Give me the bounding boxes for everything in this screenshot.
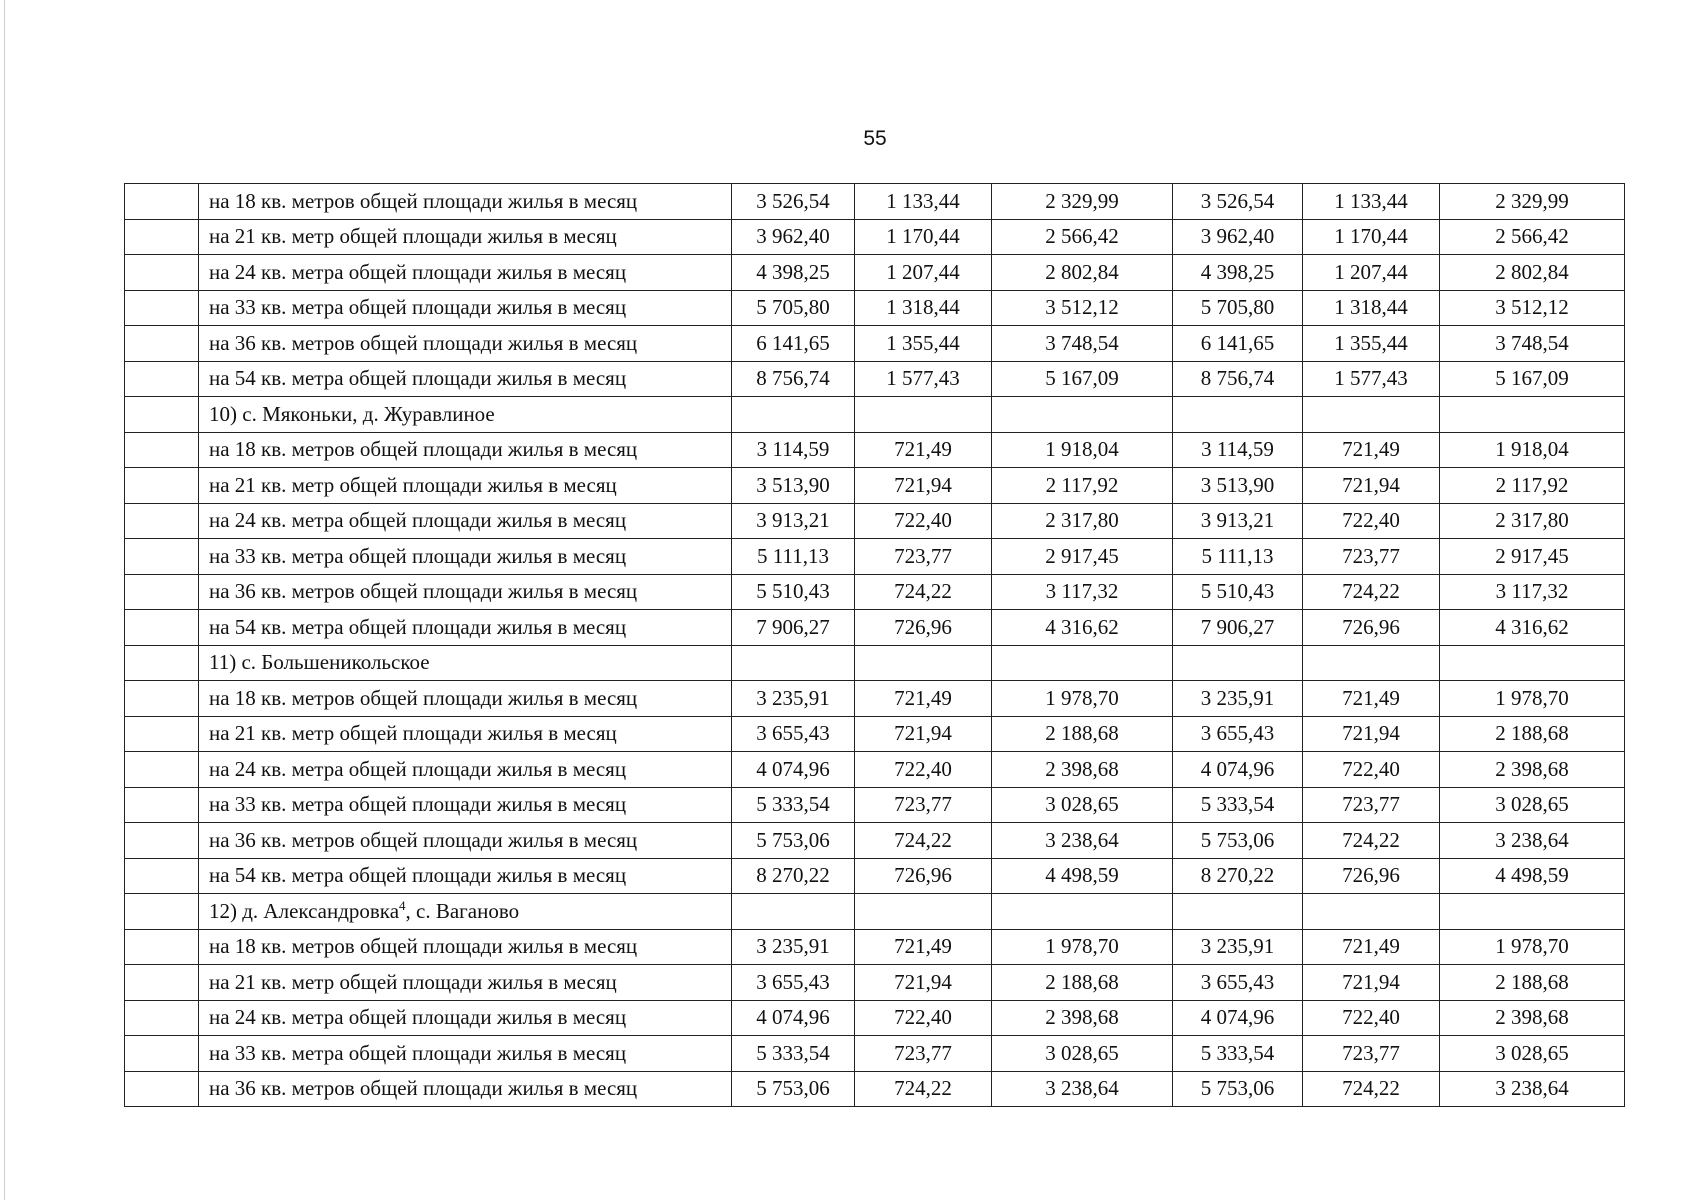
value-cell: 2 398,68 [992,1000,1173,1036]
value-cell: 5 753,06 [732,1071,855,1107]
value-cell [1173,894,1303,930]
value-cell: 1 170,44 [855,219,992,255]
row-number-cell [125,1036,199,1072]
value-cell: 4 498,59 [992,858,1173,894]
row-number-cell [125,255,199,291]
norm-name: на 21 кв. метр общей площади жилья в месяц [209,224,617,249]
norm-name: на 36 кв. метров общей площади жилья в месяц [209,827,638,852]
value-cell: 5 167,09 [992,361,1173,397]
value-cell [1303,397,1440,433]
norm-name: на 21 кв. метр общей площади жилья в месяц [209,969,617,994]
value-cell: 1 918,04 [1440,432,1625,468]
table-row [125,503,1625,539]
value-cell: 723,77 [855,787,992,823]
norm-name: на 36 кв. метров общей площади жилья в месяц [209,1076,638,1101]
value-cell: 5 111,13 [732,539,855,575]
row-number-cell [125,716,199,752]
row-number-cell [125,326,199,362]
value-cell: 3 235,91 [1173,681,1303,717]
settlement-name: 12) д. Александровка [209,898,400,923]
norm-name-cell [199,965,732,1001]
value-cell: 1 355,44 [1303,326,1440,362]
value-cell: 3 117,32 [992,574,1173,610]
value-cell: 2 329,99 [1440,184,1625,220]
value-cell: 2 917,45 [992,539,1173,575]
norm-name: на 36 кв. метров общей площади жилья в месяц [209,330,638,355]
value-cell: 8 270,22 [732,858,855,894]
value-cell: 721,94 [855,716,992,752]
row-number-cell [125,610,199,646]
norm-name: на 24 кв. метра общей площади жилья в месяц [209,756,627,781]
value-cell: 5 167,09 [1440,361,1625,397]
value-cell: 724,22 [1303,1071,1440,1107]
norm-name-cell [199,290,732,326]
value-cell [1440,397,1625,433]
value-cell: 4 316,62 [992,610,1173,646]
table-row [125,539,1625,575]
norm-name-cell [199,681,732,717]
value-cell [732,894,855,930]
value-cell: 1 318,44 [855,290,992,326]
value-cell [1440,645,1625,681]
value-cell: 3 235,91 [1173,929,1303,965]
value-cell: 3 655,43 [732,965,855,1001]
value-cell: 722,40 [1303,503,1440,539]
value-cell: 2 917,45 [1440,539,1625,575]
value-cell [1173,645,1303,681]
row-number-cell [125,681,199,717]
value-cell: 4 074,96 [732,1000,855,1036]
value-cell: 6 141,65 [732,326,855,362]
norm-name: на 18 кв. метров общей площади жилья в месяц [209,685,638,710]
table-row [125,681,1625,717]
value-cell: 721,49 [855,432,992,468]
value-cell: 3 526,54 [1173,184,1303,220]
tariff-table [124,183,1625,1107]
value-cell: 3 513,90 [1173,468,1303,504]
value-cell: 724,22 [855,574,992,610]
value-cell: 726,96 [1303,858,1440,894]
value-cell: 2 117,92 [992,468,1173,504]
tariff-table-body [125,184,1625,1107]
value-cell: 4 398,25 [1173,255,1303,291]
value-cell: 3 748,54 [992,326,1173,362]
value-cell: 2 188,68 [1440,965,1625,1001]
norm-name-cell [199,716,732,752]
value-cell: 1 978,70 [992,681,1173,717]
norm-name-cell [199,1071,732,1107]
value-cell: 1 918,04 [992,432,1173,468]
norm-name-cell [199,326,732,362]
value-cell: 3 962,40 [732,219,855,255]
settlement-name: 11) с. Большеникольское [209,650,430,675]
value-cell: 1 133,44 [1303,184,1440,220]
value-cell: 3 238,64 [992,823,1173,859]
table-row [125,219,1625,255]
norm-name-cell [199,752,732,788]
value-cell: 7 906,27 [1173,610,1303,646]
value-cell: 3 028,65 [1440,787,1625,823]
settlement-name: 10) с. Мяконьки, д. Журавлиное [209,401,495,426]
section-row [125,894,1625,930]
value-cell: 8 270,22 [1173,858,1303,894]
value-cell: 4 074,96 [1173,1000,1303,1036]
value-cell: 722,40 [855,1000,992,1036]
row-number-cell [125,858,199,894]
value-cell: 1 978,70 [992,929,1173,965]
value-cell: 3 238,64 [1440,823,1625,859]
value-cell: 724,22 [855,823,992,859]
norm-name-cell [199,361,732,397]
value-cell: 1 978,70 [1440,681,1625,717]
table-row [125,716,1625,752]
value-cell: 1 355,44 [855,326,992,362]
value-cell [1440,894,1625,930]
table-row [125,468,1625,504]
value-cell: 2 398,68 [1440,1000,1625,1036]
value-cell: 5 753,06 [732,823,855,859]
footnote-marker: 4 [399,897,406,913]
norm-name-cell [199,610,732,646]
value-cell: 724,22 [1303,574,1440,610]
value-cell: 721,49 [855,681,992,717]
table-row [125,1036,1625,1072]
value-cell: 5 333,54 [1173,787,1303,823]
norm-name: на 33 кв. метра общей площади жилья в месяц [209,543,627,568]
table-row [125,610,1625,646]
value-cell: 2 398,68 [992,752,1173,788]
value-cell: 721,94 [1303,965,1440,1001]
value-cell: 1 577,43 [1303,361,1440,397]
value-cell [992,894,1173,930]
table-row [125,326,1625,362]
value-cell: 4 398,25 [732,255,855,291]
norm-name-cell [199,929,732,965]
norm-name: на 33 кв. метра общей площади жилья в месяц [209,1040,627,1065]
norm-name-cell [199,219,732,255]
scan-edge-line [4,0,5,1200]
value-cell [855,397,992,433]
settlement-name-cell [199,645,732,681]
value-cell: 3 028,65 [992,1036,1173,1072]
norm-name: на 33 кв. метра общей площади жилья в месяц [209,295,627,320]
value-cell: 5 510,43 [1173,574,1303,610]
table-row [125,574,1625,610]
value-cell: 722,40 [1303,1000,1440,1036]
value-cell [992,645,1173,681]
value-cell: 3 238,64 [992,1071,1173,1107]
value-cell: 1 577,43 [855,361,992,397]
value-cell: 721,49 [1303,929,1440,965]
norm-name: на 24 кв. метра общей площади жилья в месяц [209,259,627,284]
value-cell: 722,40 [855,503,992,539]
value-cell: 5 333,54 [732,787,855,823]
value-cell: 726,96 [855,610,992,646]
value-cell: 723,77 [855,539,992,575]
value-cell: 3 512,12 [1440,290,1625,326]
value-cell: 2 566,42 [1440,219,1625,255]
value-cell: 3 238,64 [1440,1071,1625,1107]
value-cell: 721,49 [855,929,992,965]
value-cell: 5 111,13 [1173,539,1303,575]
value-cell: 1 133,44 [855,184,992,220]
value-cell: 8 756,74 [1173,361,1303,397]
value-cell: 3 117,32 [1440,574,1625,610]
settlement-name-cell [199,894,732,930]
value-cell: 2 188,68 [1440,716,1625,752]
table-row [125,184,1625,220]
page-number: 55 [863,127,887,150]
value-cell: 3 028,65 [1440,1036,1625,1072]
value-cell: 3 513,90 [732,468,855,504]
norm-name-cell [199,858,732,894]
value-cell: 2 317,80 [1440,503,1625,539]
value-cell: 3 655,43 [1173,716,1303,752]
norm-name: на 54 кв. метра общей площади жилья в месяц [209,366,627,391]
norm-name: на 21 кв. метр общей площади жилья в месяц [209,472,617,497]
norm-name: на 36 кв. метров общей площади жилья в месяц [209,579,638,604]
value-cell: 3 114,59 [732,432,855,468]
norm-name: на 54 кв. метра общей площади жилья в месяц [209,614,627,639]
table-row [125,929,1625,965]
table-row [125,1071,1625,1107]
row-number-cell [125,468,199,504]
norm-name-cell [199,787,732,823]
value-cell: 723,77 [1303,1036,1440,1072]
norm-name: на 18 кв. метров общей площади жилья в месяц [209,437,638,462]
row-number-cell [125,503,199,539]
value-cell: 721,94 [855,965,992,1001]
row-number-cell [125,823,199,859]
value-cell [732,645,855,681]
norm-name-cell [199,184,732,220]
value-cell: 3 748,54 [1440,326,1625,362]
norm-name: на 18 кв. метров общей площади жилья в месяц [209,934,638,959]
value-cell: 2 398,68 [1440,752,1625,788]
value-cell: 1 207,44 [1303,255,1440,291]
value-cell: 723,77 [855,1036,992,1072]
row-number-cell [125,645,199,681]
table-row [125,752,1625,788]
value-cell: 7 906,27 [732,610,855,646]
value-cell [732,397,855,433]
row-number-cell [125,290,199,326]
norm-name-cell [199,539,732,575]
value-cell: 3 962,40 [1173,219,1303,255]
norm-name-cell [199,432,732,468]
value-cell [855,894,992,930]
value-cell: 4 316,62 [1440,610,1625,646]
value-cell: 3 526,54 [732,184,855,220]
norm-name: на 24 кв. метра общей площади жилья в месяц [209,508,627,533]
value-cell: 2 188,68 [992,965,1173,1001]
table-row [125,787,1625,823]
value-cell: 4 498,59 [1440,858,1625,894]
row-number-cell [125,574,199,610]
value-cell: 1 170,44 [1303,219,1440,255]
value-cell: 2 802,84 [1440,255,1625,291]
value-cell: 721,49 [1303,681,1440,717]
value-cell: 726,96 [855,858,992,894]
norm-name-cell [199,823,732,859]
value-cell: 2 188,68 [992,716,1173,752]
value-cell: 1 318,44 [1303,290,1440,326]
value-cell: 2 566,42 [992,219,1173,255]
norm-name-cell [199,1036,732,1072]
row-number-cell [125,432,199,468]
value-cell: 5 705,80 [732,290,855,326]
value-cell: 1 978,70 [1440,929,1625,965]
value-cell [1303,645,1440,681]
row-number-cell [125,787,199,823]
value-cell: 3 913,21 [1173,503,1303,539]
value-cell [992,397,1173,433]
norm-name: на 18 кв. метров общей площади жилья в месяц [209,188,638,213]
row-number-cell [125,1000,199,1036]
settlement-name-cell [199,397,732,433]
value-cell: 3 512,12 [992,290,1173,326]
value-cell: 5 333,54 [732,1036,855,1072]
norm-name-cell [199,1000,732,1036]
norm-name-cell [199,574,732,610]
value-cell [1303,894,1440,930]
value-cell: 4 074,96 [1173,752,1303,788]
table-row [125,1000,1625,1036]
value-cell: 3 913,21 [732,503,855,539]
value-cell: 726,96 [1303,610,1440,646]
value-cell: 3 114,59 [1173,432,1303,468]
value-cell: 3 655,43 [1173,965,1303,1001]
row-number-cell [125,539,199,575]
value-cell [1173,397,1303,433]
value-cell: 721,94 [1303,468,1440,504]
value-cell: 2 317,80 [992,503,1173,539]
row-number-cell [125,1071,199,1107]
table-row [125,432,1625,468]
value-cell: 3 655,43 [732,716,855,752]
value-cell: 6 141,65 [1173,326,1303,362]
value-cell: 8 756,74 [732,361,855,397]
row-number-cell [125,894,199,930]
norm-name-cell [199,468,732,504]
value-cell: 2 329,99 [992,184,1173,220]
value-cell: 721,49 [1303,432,1440,468]
value-cell: 3 235,91 [732,929,855,965]
value-cell: 5 333,54 [1173,1036,1303,1072]
value-cell: 723,77 [1303,787,1440,823]
table-row [125,965,1625,1001]
row-number-cell [125,929,199,965]
table-row [125,823,1625,859]
norm-name: на 54 кв. метра общей площади жилья в месяц [209,863,627,888]
value-cell: 5 753,06 [1173,1071,1303,1107]
table-row [125,858,1625,894]
settlement-name-continuation: , с. Ваганово [405,898,520,923]
value-cell: 721,94 [1303,716,1440,752]
row-number-cell [125,361,199,397]
value-cell: 2 117,92 [1440,468,1625,504]
value-cell [855,645,992,681]
table-row [125,255,1625,291]
value-cell: 721,94 [855,468,992,504]
value-cell: 724,22 [855,1071,992,1107]
norm-name-cell [199,255,732,291]
value-cell: 3 235,91 [732,681,855,717]
value-cell: 2 802,84 [992,255,1173,291]
value-cell: 5 705,80 [1173,290,1303,326]
norm-name-cell [199,503,732,539]
table-row [125,290,1625,326]
value-cell: 4 074,96 [732,752,855,788]
norm-name: на 21 кв. метр общей площади жилья в месяц [209,721,617,746]
norm-name: на 33 кв. метра общей площади жилья в месяц [209,792,627,817]
value-cell: 722,40 [855,752,992,788]
value-cell: 723,77 [1303,539,1440,575]
table-row [125,361,1625,397]
section-row [125,397,1625,433]
value-cell: 724,22 [1303,823,1440,859]
row-number-cell [125,397,199,433]
row-number-cell [125,219,199,255]
value-cell: 722,40 [1303,752,1440,788]
section-row [125,645,1625,681]
value-cell: 1 207,44 [855,255,992,291]
row-number-cell [125,752,199,788]
row-number-cell [125,184,199,220]
row-number-cell [125,965,199,1001]
value-cell: 5 753,06 [1173,823,1303,859]
norm-name: на 24 кв. метра общей площади жилья в месяц [209,1005,627,1030]
value-cell: 5 510,43 [732,574,855,610]
value-cell: 3 028,65 [992,787,1173,823]
